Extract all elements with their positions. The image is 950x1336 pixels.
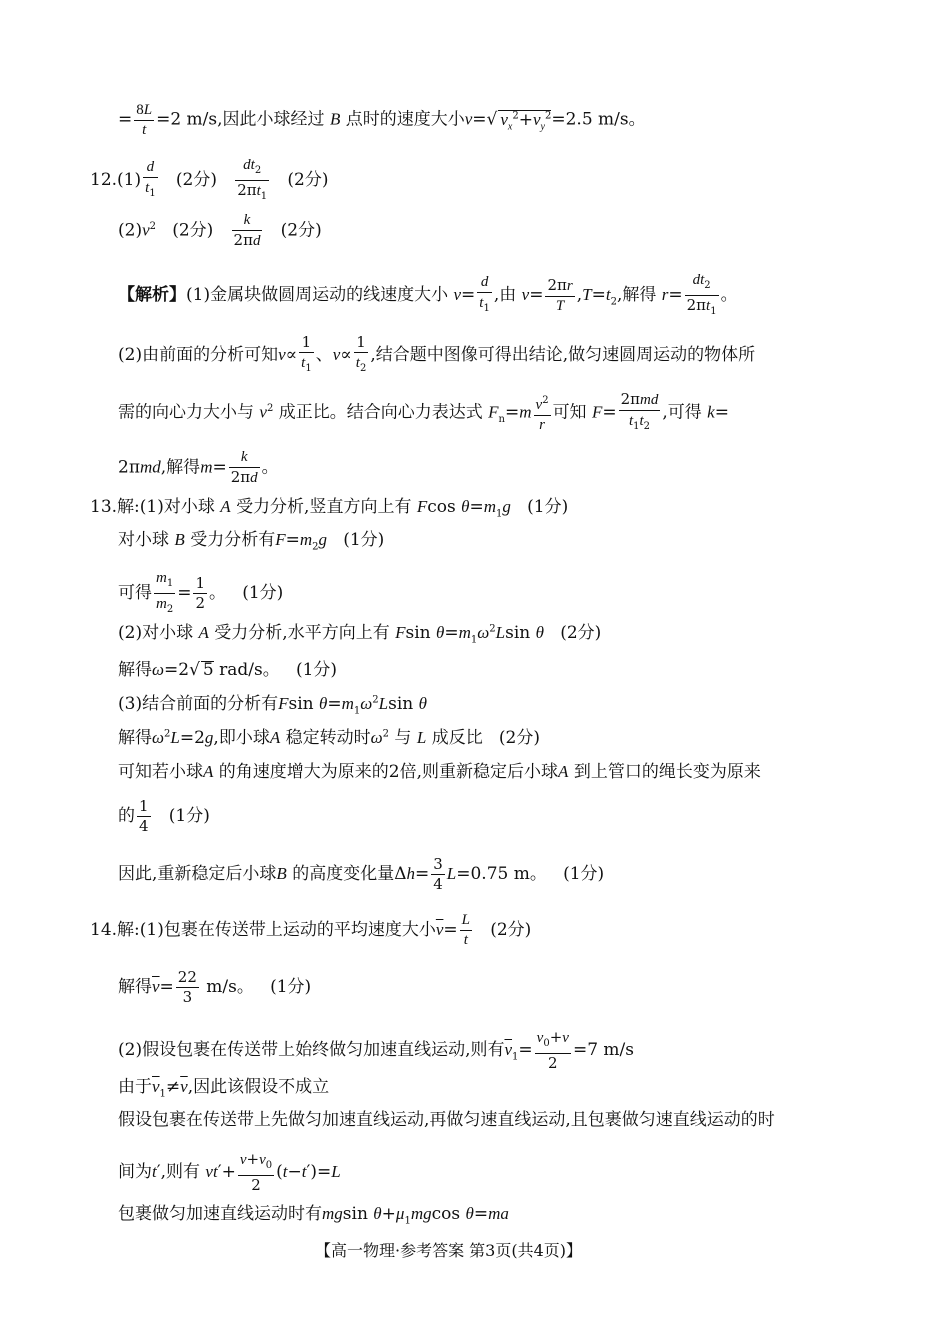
q14-line-4: 由于$\overline{v}_1\ne\overline{v}$,因此该假设不成立 (118, 1077, 330, 1100)
q12-line-2: $(2)v^2$ (2分) $\frac{k}{2\pi d}$ (2分) (118, 212, 322, 249)
q12-analysis-3: 需的向心力大小与 $v^2$ 成正比。结合向心力表达式 $F_n=m$ $\frac{v^2}{r}$ 可知 F= $\frac{\text{2πmd}}{t_1t_2}$ ,可得 k= (118, 390, 729, 433)
q13-line-2: 对小球 B 受力分析有$F=m_2g$ (1分) (118, 530, 385, 553)
q13-line-4: (2)对小球 A 受力分析,水平方向上有 Fsin $\theta=m_1\omega^2Lsin$ θ (2分) (118, 623, 602, 646)
q13-line-8: 可知若小球A 的角速度增大为原来的2倍,则重新稳定后小球A 到上管口的绳长变为原来 (118, 762, 761, 782)
line-1: = $\frac{8L}{t}$ =2 m/s,因此小球经过 B 点时的速度大小v=√ $v_x^2+v_y^2=2.5$ m/s。 (118, 102, 646, 138)
q14-line-2: 解得$\overline{v}=$ $\frac{22}{3}$ m/s。 (1分) (118, 968, 312, 1006)
q12-analysis-4: 2πmd,解得m= $\frac{k}{2\pi d}$ 。 (118, 449, 279, 486)
q13-line-6: (3)结合前面的分析有Fsin $\theta=m_1\omega^2Lsin$ θ (118, 694, 427, 717)
q14-line-7: 包裹做匀加速直线运动时有mgsin $\theta+\mu_1mgcos$ θ=ma (118, 1204, 509, 1227)
q12-analysis-2: (2)由前面的分析可知v∝ $\frac{1}{t_1}$ 、v∝ $\frac{1}{t_2}$ ,结合题中图像可得出结论,做匀速圆周运动的物体所 (118, 333, 756, 374)
q13-line-9: 的 $\frac{1}{4}$ (1分) (118, 797, 210, 835)
page-footer: 【高一物理·参考答案 第3页(共4页)】 (315, 1241, 583, 1260)
q13-line-3: 可得 $\frac{m_1}{m_2}$ = $\frac{1}{2}$ 。 (1分) (118, 570, 284, 615)
q14-line-1: 14.解:(1)包裹在传送带上运动的平均速度大小$\overline{v}=$ $\frac{L}{t}$ (2分) (90, 912, 532, 948)
q12-line-1: 12.(1) $\frac{d}{t_1}$ (2分) $\frac{dt_2}{2\pi t_1}$ (2分) (90, 157, 329, 202)
q13-line-5: 解得ω=2√ 5 rad/s。 (1分) (118, 660, 338, 680)
q12-analysis-1: 【解析】(1)金属块做圆周运动的线速度大小 v= $\frac{d}{t_1}$ ,由 v= $\frac{2\pi r}{T}$ $,T=t_2$,解得 r= $\frac{dt_2}{2\pi t_1}$ 。 (118, 272, 738, 317)
q14-line-3: (2)假设包裹在传送带上始终做匀加速直线运动,则有$\overline{v}_1=$ $\frac{v_0+v}{2}$ =7 m/s (118, 1028, 634, 1072)
q13-line-7: 解得$\omega^2L=2g$,即小球A 稳定转动时$\omega^2$ 与 L 成反比 (2分) (118, 728, 541, 748)
q14-line-6: 间为t′,则有 vt′+ $\frac{v+v_0}{2}$ (t−t′)=L (118, 1150, 341, 1194)
q13-line-10: 因此,重新稳定后小球B 的高度变化量Δh= $\frac{3}{4}$ L=0.75 m。 (1分) (118, 855, 605, 893)
q14-line-5: 假设包裹在传送带上先做匀加速直线运动,再做匀速直线运动,且包裹做匀速直线运动的时 (118, 1110, 775, 1130)
q13-line-1: 13.解:(1)对小球 A 受力分析,竖直方向上有 Fcos $\theta=m_1g$ (1分) (90, 497, 569, 520)
